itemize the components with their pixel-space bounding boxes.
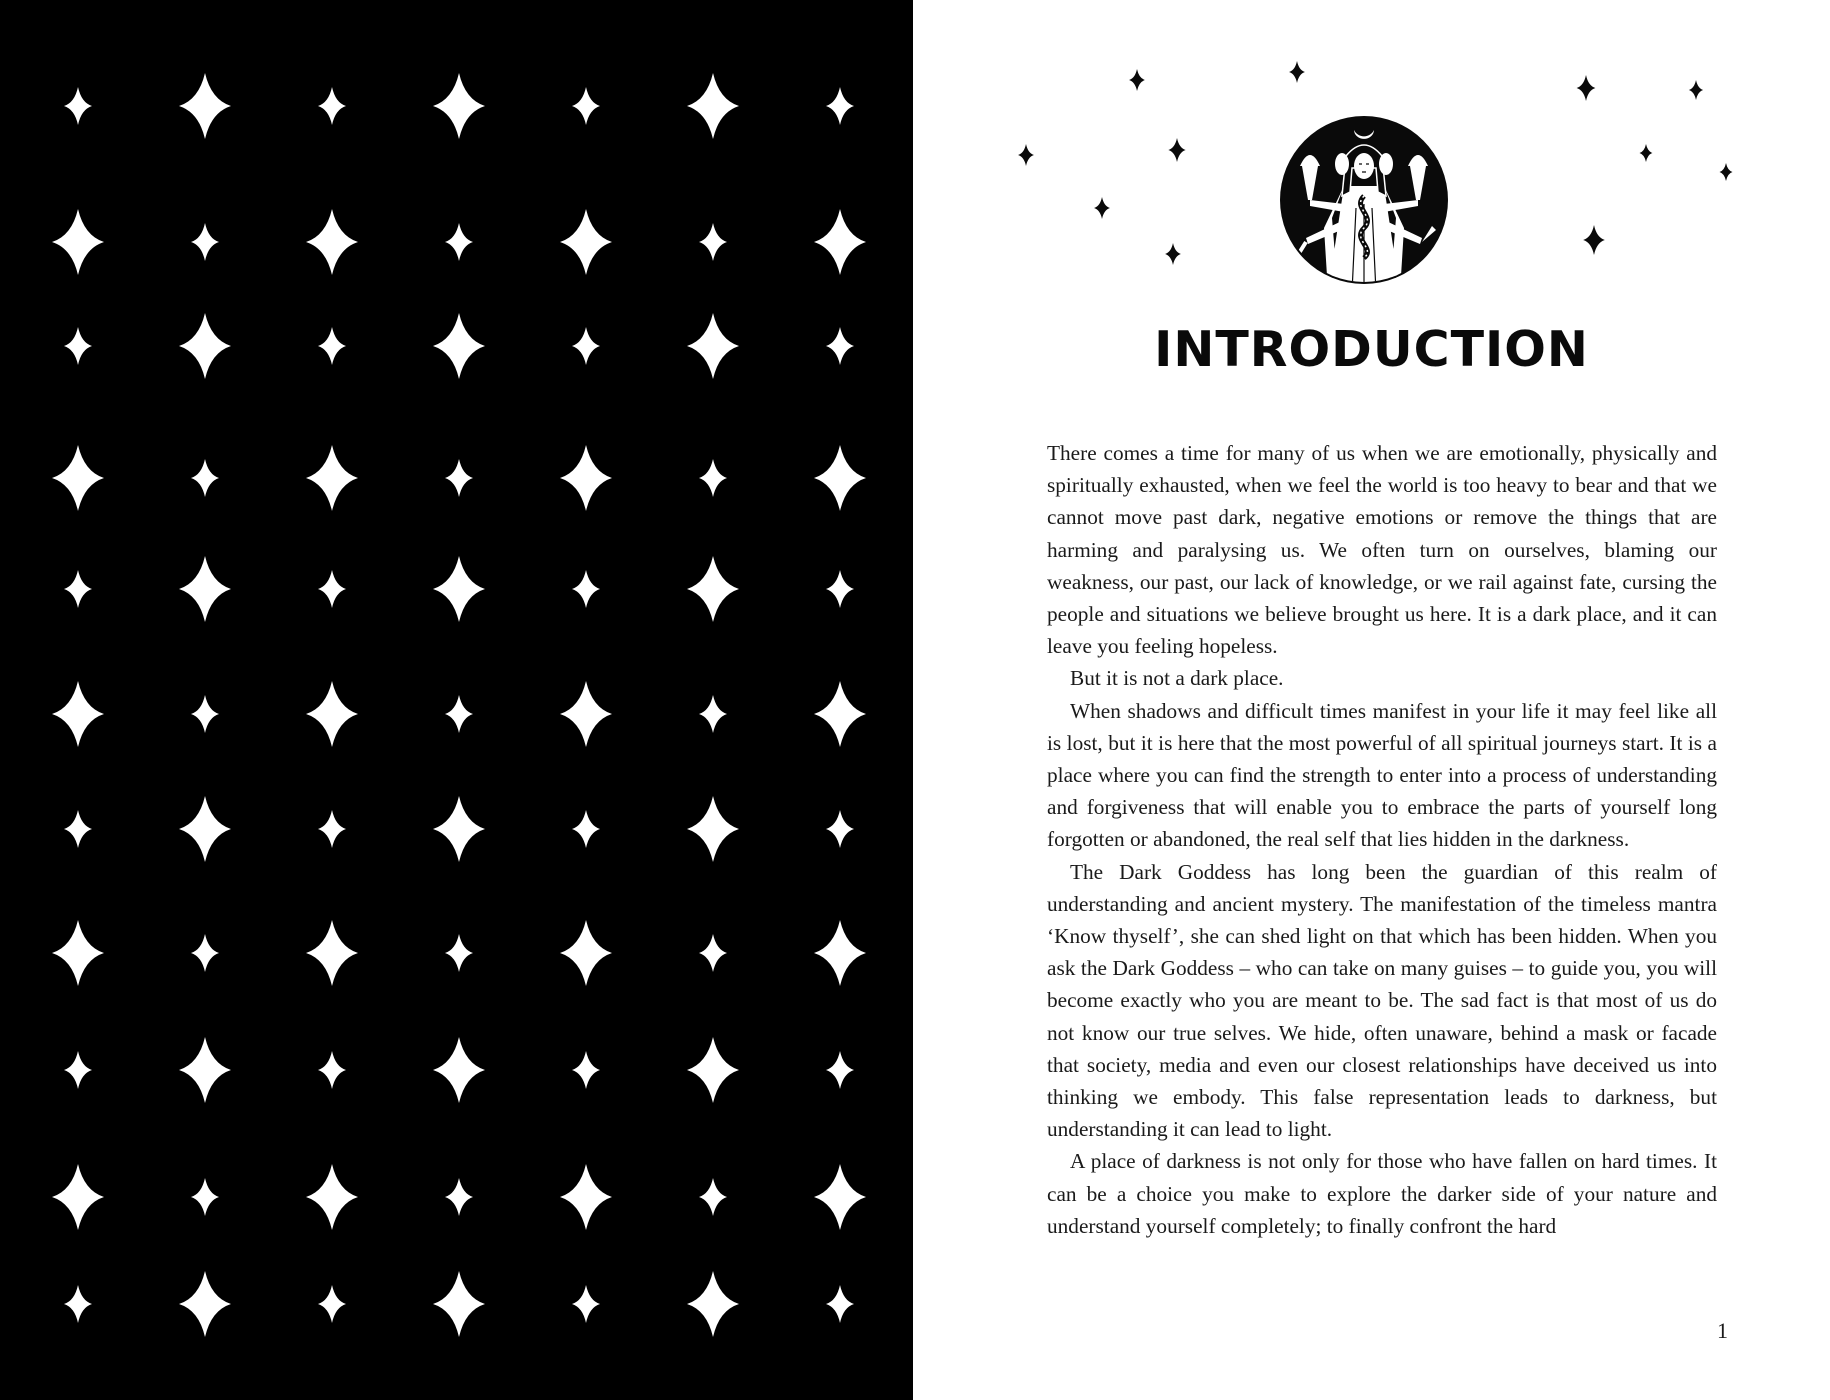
four-point-star-icon <box>826 570 854 608</box>
page-number: 1 <box>1717 1318 1728 1343</box>
four-point-star-icon <box>179 1271 231 1337</box>
four-point-star-icon <box>687 1037 739 1103</box>
four-point-star-icon <box>318 327 346 365</box>
four-point-star-icon <box>826 810 854 848</box>
four-point-star-icon <box>179 556 231 622</box>
four-point-star-icon <box>433 1271 485 1337</box>
four-point-star-icon <box>687 73 739 139</box>
four-point-star-icon <box>52 445 104 511</box>
four-point-star-icon <box>687 313 739 379</box>
four-point-star-icon <box>572 1051 600 1089</box>
four-point-star-icon <box>445 695 473 733</box>
four-point-star-icon <box>560 445 612 511</box>
four-point-star-icon <box>1289 61 1305 83</box>
four-point-star-icon <box>1018 144 1034 166</box>
four-point-star-icon <box>814 681 866 747</box>
four-point-star-icon <box>572 570 600 608</box>
four-point-star-icon <box>699 934 727 972</box>
four-point-star-icon <box>814 445 866 511</box>
four-point-star-icon <box>1720 163 1733 181</box>
paragraph: But it is not a dark place. <box>1070 666 1284 691</box>
four-point-star-icon <box>1583 225 1605 255</box>
star-pattern-grid <box>0 0 913 1400</box>
four-point-star-icon <box>433 73 485 139</box>
four-point-star-icon <box>433 796 485 862</box>
four-point-star-icon <box>306 209 358 275</box>
paragraph: The Dark Goddess has long been the guardian of this realm of understanding and ancient mystery. The manifestation of the timeless mantra ‘Know thyself’, she can shed light on that which has been hidden. When you ask the Dark Goddess – who can take on many guises – to guide you, you will become exactly who you are meant to be. The sad fact is that most of us do not know our true selves. We hide, often unaware, behind a mask or facade that society, media and even our closest relationships have deceived us into thinking we embody. This false representation leads to darkness, but understanding it can lead to light. <box>1047 859 1717 1142</box>
four-point-star-icon <box>191 695 219 733</box>
four-point-star-icon <box>64 810 92 848</box>
four-point-star-icon <box>445 223 473 261</box>
four-point-star-icon <box>306 920 358 986</box>
four-point-star-icon <box>814 209 866 275</box>
four-point-star-icon <box>52 209 104 275</box>
triple-goddess-medallion-icon <box>1272 108 1456 292</box>
four-point-star-icon <box>687 796 739 862</box>
four-point-star-icon <box>306 681 358 747</box>
four-point-star-icon <box>687 556 739 622</box>
four-point-star-icon <box>318 810 346 848</box>
four-point-star-icon <box>318 87 346 125</box>
four-point-star-icon <box>191 223 219 261</box>
four-point-star-icon <box>1577 75 1596 101</box>
four-point-star-icon <box>826 1285 854 1323</box>
four-point-star-icon <box>191 459 219 497</box>
four-point-star-icon <box>814 920 866 986</box>
four-point-star-icon <box>560 681 612 747</box>
four-point-star-icon <box>560 920 612 986</box>
four-point-star-icon <box>64 87 92 125</box>
left-page-star-pattern <box>0 0 913 1400</box>
four-point-star-icon <box>1165 243 1181 265</box>
four-point-star-icon <box>1689 80 1703 100</box>
four-point-star-icon <box>191 1178 219 1216</box>
chapter-title: INTRODUCTION <box>1154 321 1589 378</box>
four-point-star-icon <box>318 570 346 608</box>
four-point-star-icon <box>52 1164 104 1230</box>
four-point-star-icon <box>64 570 92 608</box>
four-point-star-icon <box>179 73 231 139</box>
right-page <box>913 0 1830 1400</box>
four-point-star-icon <box>699 223 727 261</box>
four-point-star-icon <box>826 87 854 125</box>
four-point-star-icon <box>64 1285 92 1323</box>
body-text <box>1047 437 1717 1242</box>
four-point-star-icon <box>64 1051 92 1089</box>
four-point-star-icon <box>179 796 231 862</box>
four-point-star-icon <box>306 445 358 511</box>
four-point-star-icon <box>560 209 612 275</box>
four-point-star-icon <box>699 459 727 497</box>
four-point-star-icon <box>433 1037 485 1103</box>
four-point-star-icon <box>1168 138 1185 162</box>
four-point-star-icon <box>318 1285 346 1323</box>
four-point-star-icon <box>306 1164 358 1230</box>
four-point-star-icon <box>318 1051 346 1089</box>
four-point-star-icon <box>1094 197 1110 219</box>
four-point-star-icon <box>179 1037 231 1103</box>
four-point-star-icon <box>64 327 92 365</box>
four-point-star-icon <box>572 810 600 848</box>
paragraph: When shadows and difficult times manifest in your life it may feel like all is lost, but it is here that the most powerful of all spiritual journeys start. It is a place where you can find the strength to enter into a process of understanding and forgiveness that will enable you to embrace the parts of yourself long forgotten or abandoned, the real self that lies hidden in the darkness. <box>1047 698 1717 852</box>
four-point-star-icon <box>572 87 600 125</box>
four-point-star-icon <box>445 934 473 972</box>
four-point-star-icon <box>52 681 104 747</box>
four-point-star-icon <box>445 1178 473 1216</box>
four-point-star-icon <box>52 920 104 986</box>
four-point-star-icon <box>699 695 727 733</box>
four-point-star-icon <box>814 1164 866 1230</box>
four-point-star-icon <box>826 1051 854 1089</box>
four-point-star-icon <box>699 1178 727 1216</box>
four-point-star-icon <box>179 313 231 379</box>
four-point-star-icon <box>433 313 485 379</box>
paragraph: There comes a time for many of us when we are emotionally, physically and spiritually exhausted, when we feel the world is too heavy to bear and that we cannot move past dark, negative emotions or remove the things that are harming and paralysing us. We often turn on ourselves, blaming our weakness, our past, our lack of knowledge, or we rail against fate, cursing the people and situations we believe brought us here. It is a dark place, and it can leave you feeling hopeless. <box>1047 441 1717 659</box>
four-point-star-icon <box>433 556 485 622</box>
four-point-star-icon <box>1129 69 1145 91</box>
four-point-star-icon <box>826 327 854 365</box>
paragraph: A place of darkness is not only for those who have fallen on hard times. It can be a choice you make to explore the darker side of your nature and understand yourself completely; to finally confront the hard <box>1047 1149 1717 1238</box>
four-point-star-icon <box>191 934 219 972</box>
four-point-star-icon <box>445 459 473 497</box>
four-point-star-icon <box>1640 144 1653 162</box>
four-point-star-icon <box>572 327 600 365</box>
four-point-star-icon <box>560 1164 612 1230</box>
four-point-star-icon <box>572 1285 600 1323</box>
four-point-star-icon <box>687 1271 739 1337</box>
